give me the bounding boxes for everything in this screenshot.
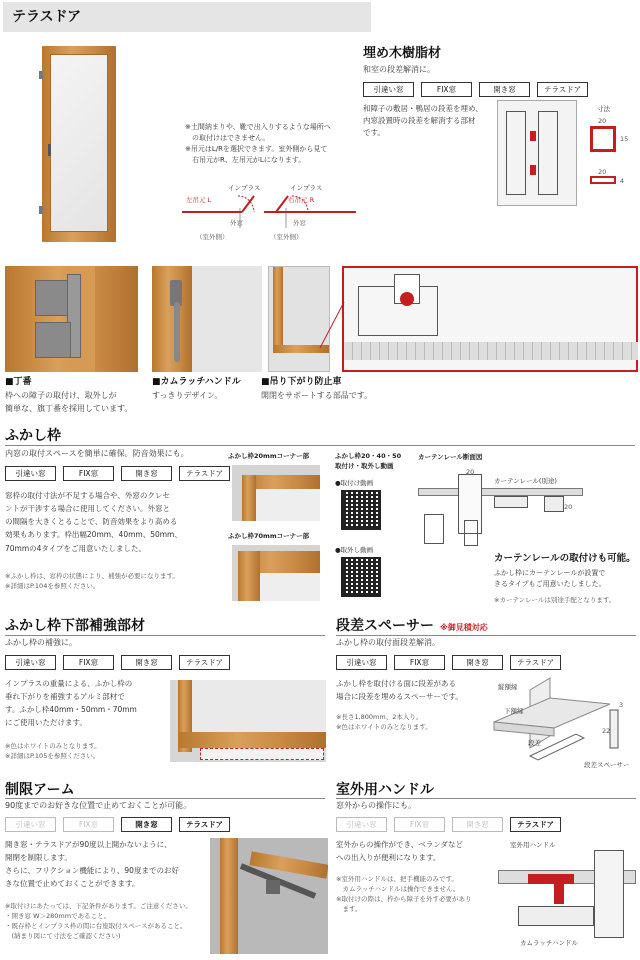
tag-hikichigai: 引違い窓 [5, 466, 56, 481]
hinge-right-out: 外窓 [293, 219, 306, 227]
chouban-desc: 枠への障子の取付け、取外しが 簡単な、旗丁番を採用しています。 [5, 391, 133, 413]
hinge-left-out: 外窓 [230, 219, 243, 227]
spacer-label-shita: 下額縁 [504, 707, 524, 715]
fukashi-tags [5, 466, 230, 481]
outer-handle-notes: ※室外用ハンドルは、把手機能のみです。 カムラッチハンドルは操作できません。 ※取付けの際は、枠から障子を外す必要があり ます。 [336, 875, 472, 914]
spacer-notes: ※長さ1,800mm、2本入り。 ※色はホワイトのみとなります。 [336, 713, 432, 732]
tag-terrace: テラスドア [179, 817, 230, 832]
umekomi-dim-w2: 20 [598, 168, 607, 176]
tag-fix: FIX窓 [63, 655, 114, 670]
corner20-label: ふかし枠20mmコーナー部 [228, 452, 310, 460]
umekomi-title: 埋め木樹脂材 [363, 46, 442, 61]
spacer-label-dansa: 段差 [528, 739, 541, 747]
curtain-rail-label: カーテンレール(別途) [494, 477, 557, 485]
curtain-heading: カーテンレールの取付けも可能。 [494, 553, 636, 564]
fukashi-body: 窓枠の取付寸法が不足する場合や、外窓のクレセ ントが干渉する場合に使用してください。外窓と の間隔を大きくとることで、防音効果をより高める 効果もあります。枠出幅20mm、40mm、50mm、 70mmの4タイプをご用意いたしました。 [5, 491, 182, 553]
arm-body: 開き窓・テラスドアが90度以上開かないように、 開閉を制限します。 さらに、フリクション機能により、90度までのお好 きな位置で止めておくことができます。 [5, 840, 179, 889]
curtain-dim-a: 20 [466, 468, 475, 476]
tag-hikichigai: 引違い窓 [5, 655, 56, 670]
cam-desc: すっきりデザイン。 [152, 391, 223, 400]
terrace-door-illustration [42, 46, 116, 242]
tag-hiraki: 開き窓 [452, 817, 503, 832]
fukashi-notes: ※ふかし枠は、窓枠の状態により、補強が必要になります。 ※詳細はP.104を参照ください。 [5, 572, 179, 591]
kyouka-photo [170, 680, 326, 762]
outer-handle-title: 室外用ハンドル [336, 782, 434, 798]
section-header: テラスドア [3, 2, 371, 32]
tag-hiraki: 開き窓 [121, 655, 172, 670]
umekomi-dim-h2: 4 [620, 177, 625, 185]
kyouka-tags [5, 655, 230, 670]
video1-label: ●取付け動画 [335, 479, 374, 487]
curtain-body: ふかし枠にカーテンレールが設置で きるタイプもご用意いたしました。 [494, 569, 606, 589]
spacer-label-tate: 縦額縁 [498, 683, 518, 691]
video-title: ふかし枠20・40・50 取付け・取外し動画 [335, 452, 402, 471]
cam-latch-photo [152, 266, 262, 372]
hinge-right-room: （室外側） [270, 233, 303, 241]
video2-label: ●取外し動画 [335, 546, 374, 554]
tag-hikichigai: 引違い窓 [336, 817, 387, 832]
umekomi-dim-h: 15 [620, 135, 629, 143]
spacer-rule [336, 635, 636, 636]
tag-terrace: テラスドア [179, 466, 230, 481]
fukashi-subtitle: 内窓の取付スペースを簡単に確保。防音効果にも。 [5, 449, 189, 458]
hinge-left-room: （室外側） [196, 233, 229, 241]
spacer-body: ふかし枠を取付ける面に段差がある 場合に段差を埋めるスペーサーです。 [336, 679, 463, 702]
tag-hiraki: 開き窓 [121, 466, 172, 481]
outer-handle-drawing [498, 850, 636, 938]
curtain-dim-b: 20 [564, 503, 573, 511]
umekomi-dim-label: 寸法 [597, 105, 610, 113]
door-notes: ※土間納まりや、靴で出入りするような場所へ の取付けはできません。 ※吊元はL/Rを選択できます。室外側から見て 右吊元がR、左吊元がLになります。 [185, 123, 331, 164]
tag-fix: FIX窓 [394, 817, 445, 832]
arm-tags [5, 817, 230, 832]
arm-photo [210, 838, 328, 954]
tag-hiraki: 開き窓 [479, 82, 530, 97]
arm-rule [5, 798, 325, 799]
umekomi-tags [363, 82, 588, 97]
outer-handle-body: 室外からの操作ができ、ベランダなど への出入りが便利になります。 [336, 840, 463, 863]
spacer-subtitle: ふかし枠の取付面段差解消。 [336, 638, 440, 647]
tag-fix: FIX窓 [63, 466, 114, 481]
kyouka-subtitle: ふかし枠の補強に。 [5, 638, 77, 647]
outer-handle-label-outer: 室外用ハンドル [510, 841, 556, 849]
hinge-right-side: 右吊元 R [288, 196, 315, 204]
tag-terrace: テラスドア [510, 817, 561, 832]
tsuri-title: ■吊り下がり防止車 [261, 377, 342, 387]
umekomi-dim-box2 [590, 176, 616, 184]
curtain-title: カーテンレール断面図 [418, 453, 483, 461]
spacer-label-spacer: 段差スペーサー [584, 761, 630, 769]
fukashi-title: ふかし枠 [5, 428, 61, 444]
tag-terrace: テラスドア [179, 655, 230, 670]
video2-qr-icon[interactable] [341, 557, 381, 597]
outer-handle-label-cam: カムラッチハンドル [520, 939, 578, 947]
arm-subtitle: 90度までのお好きな位置で止めておくことが可能。 [5, 801, 192, 810]
umekomi-subtitle: 和室の段差解消に。 [363, 65, 435, 74]
kyouka-title: ふかし枠下部補強部材 [5, 618, 145, 634]
tag-fix: FIX窓 [394, 655, 445, 670]
zoom-callout-line [320, 300, 350, 350]
arm-title: 制限アーム [5, 782, 75, 798]
arm-notes: ※取付けにあたっては、下記条件があります。ご注意ください。 ・開き窓 W＞280mmであること。 ・既存枠とインプラス枠の間に台座取付スペースがあること。 (納まり図にて寸法をご確認ください) [5, 902, 192, 941]
hinge-photo [5, 266, 138, 372]
spacer-title-note: ※御見積対応 [440, 623, 488, 632]
umekomi-body: 和障子の敷居・鴨居の段差を埋め、 内窓設置時の段差を解消する部材 です。 [363, 104, 483, 137]
tag-hiraki: 開き窓 [121, 817, 172, 832]
tag-fix: FIX窓 [421, 82, 472, 97]
corner70-label: ふかし枠70mmコーナー部 [228, 532, 310, 540]
cam-title: ■カムラッチハンドル [152, 377, 241, 387]
spacer-title: 段差スペーサー [336, 618, 434, 634]
fukashi-rule [5, 445, 635, 446]
hinge-left-side: 左吊元 L [186, 196, 212, 204]
umekomi-dim-box1 [590, 126, 616, 152]
spacer-dim-h: 22 [602, 727, 611, 735]
tag-terrace: テラスドア [537, 82, 588, 97]
tag-hiraki: 開き窓 [452, 655, 503, 670]
video1-qr-icon[interactable] [341, 490, 381, 530]
curtain-note: ※カーテンレールは別途手配となります。 [494, 596, 616, 604]
corner20-photo [232, 465, 320, 521]
tag-terrace: テラスドア [510, 655, 561, 670]
kyouka-notes: ※色はホワイトのみとなります。 ※詳細はP.105を参照ください。 [5, 742, 101, 761]
chouban-title: ■丁番 [5, 377, 32, 387]
spacer-dim-w: 3 [619, 701, 624, 709]
umekomi-section-drawing [497, 100, 577, 206]
tag-fix: FIX窓 [63, 817, 114, 832]
outer-handle-subtitle: 窓外からの操作にも。 [336, 801, 416, 810]
kyouka-rule [5, 635, 325, 636]
tag-hikichigai: 引違い窓 [5, 817, 56, 832]
umekomi-dim-w: 20 [598, 117, 607, 125]
spacer-tags [336, 655, 561, 670]
tag-hikichigai: 引違い窓 [336, 655, 387, 670]
corner70-photo [232, 545, 320, 601]
tag-hikichigai: 引違い窓 [363, 82, 414, 97]
hinge-left-title: インプラス [228, 184, 261, 192]
outer-handle-tags [336, 817, 561, 832]
kyouka-body: インプラスの重量による、ふかし枠の 垂れ下がりを補強するアルミ部材で す。ふかし枠40mm・50mm・70mm にご使用いただけます。 [5, 679, 137, 728]
hinge-right-title: インプラス [290, 184, 323, 192]
outer-handle-rule [336, 798, 636, 799]
tsuri-desc: 開閉をサポートする部品です。 [261, 391, 373, 400]
